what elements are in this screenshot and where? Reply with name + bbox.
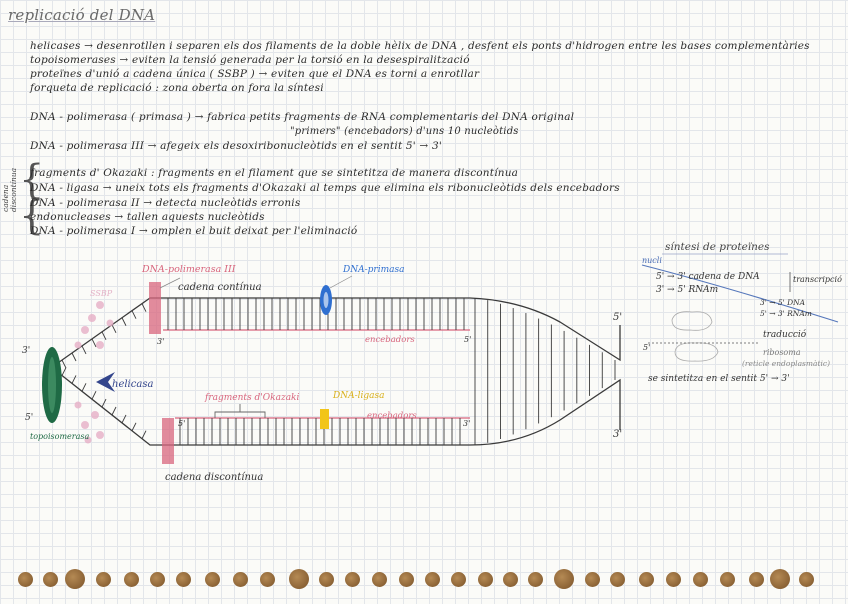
dna-rung xyxy=(62,360,66,368)
svg-text:3' → 5' RNAm: 3' → 5' RNAm xyxy=(656,285,719,295)
svg-text:nucli: nucli xyxy=(642,256,662,265)
dna-rung xyxy=(102,332,106,340)
dna-rung xyxy=(132,311,136,319)
brace-icon-2: { xyxy=(19,193,45,239)
dna-rung xyxy=(82,346,86,354)
dna-rung xyxy=(132,423,136,431)
svg-text:5': 5' xyxy=(613,312,623,323)
svg-text:3': 3' xyxy=(463,419,471,428)
binder-hole-icon xyxy=(150,572,165,587)
label-topo: topoisomerasa xyxy=(30,432,90,441)
dna-rung xyxy=(142,431,146,439)
top-rungs xyxy=(62,298,464,368)
ribosome-shape xyxy=(672,312,712,331)
binder-hole-icon xyxy=(289,569,309,589)
label-ssbp: SSBP xyxy=(90,289,113,298)
binder-hole-icon xyxy=(205,572,220,587)
svg-text:5' → 3' cadena de DNA: 5' → 3' cadena de DNA xyxy=(656,272,760,282)
svg-text:3': 3' xyxy=(613,429,623,440)
note-endonucleases: endonucleases → tallen aquests nucleòtids xyxy=(30,211,265,223)
note-topoisomerases: topoisomerases → eviten la tensió generada per la torsió en la desespiralització xyxy=(30,54,470,66)
note-ssbp: proteïnes d'unió a cadena única ( SSBP ) → eviten que el DNA es torni a enrotllar xyxy=(30,68,480,80)
binder-hole-icon xyxy=(18,572,33,587)
dna-rung xyxy=(62,368,66,376)
binder-hole-icon xyxy=(503,572,518,587)
binder-hole-icon xyxy=(399,572,414,587)
page-title: replicació del DNA xyxy=(8,6,156,24)
binder-hole-icon xyxy=(749,572,764,587)
label-pol3: DNA-polimerasa III xyxy=(142,264,236,275)
label-continua: cadena contínua xyxy=(178,282,262,293)
binder-hole-icon xyxy=(319,572,334,587)
dna-rung xyxy=(92,391,96,399)
dna-rung xyxy=(112,325,116,333)
svg-text:5': 5' xyxy=(464,335,472,344)
note-pol2: DNA - polimerasa II → detecta nucleòtids erronis xyxy=(30,197,301,209)
dna-rung xyxy=(72,353,76,361)
svg-text:5': 5' xyxy=(178,419,186,428)
primer-block-top xyxy=(149,282,161,334)
label-primasa: DNA-primasa xyxy=(343,265,405,275)
dna-rung xyxy=(122,415,126,423)
label-okazaki: fragments d'Okazaki xyxy=(205,393,300,403)
binder-hole-icon xyxy=(233,572,248,587)
binder-hole-icon xyxy=(43,572,58,587)
binder-hole-icon xyxy=(65,569,85,589)
note-forqueta: forqueta de replicació : zona oberta on fora la síntesi xyxy=(30,82,324,94)
right-helix-rungs xyxy=(475,298,615,445)
svg-text:3' → 5' DNA: 3' → 5' DNA xyxy=(760,298,806,307)
top-strand-backbone xyxy=(55,298,623,365)
dna-rung xyxy=(72,375,76,383)
note-primers: "primers" (encebadors) d'uns 10 nucleòtids xyxy=(290,126,519,137)
binder-hole-icon xyxy=(124,572,139,587)
binder-hole-icon xyxy=(425,572,440,587)
dna-rung xyxy=(102,399,106,407)
primer-block-bottom xyxy=(162,418,174,464)
binder-holes xyxy=(0,565,848,595)
binder-hole-icon xyxy=(176,572,191,587)
svg-text:3': 3' xyxy=(157,337,165,346)
binder-hole-icon xyxy=(478,572,493,587)
svg-text:se sintetitza en el sentit 5': se sintetitza en el sentit 5' → 3' xyxy=(648,374,790,384)
note-okazaki: fragments d' Okazaki : fragments en el filament que se sintetitza de manera discontínua xyxy=(30,167,519,179)
binder-hole-icon xyxy=(451,572,466,587)
ssbp-icon xyxy=(75,301,114,444)
dna-rung xyxy=(82,383,86,391)
label-encebadors-top: encebadors xyxy=(365,335,415,345)
dna-rung xyxy=(112,407,116,415)
note-primasa: DNA - polimerasa ( primasa ) → fabrica petits fragments de RNA complementaris del DNA original xyxy=(30,111,575,123)
brace-icon: { xyxy=(19,157,45,203)
binder-hole-icon xyxy=(799,572,814,587)
svg-text:(reticle endoplasmàtic): (reticle endoplasmàtic) xyxy=(742,359,831,368)
svg-text:3': 3' xyxy=(22,346,31,356)
svg-text:5': 5' xyxy=(643,343,651,352)
binder-hole-icon xyxy=(693,572,708,587)
svg-text:transcripció: transcripció xyxy=(793,275,842,284)
svg-text:5': 5' xyxy=(25,413,34,423)
dna-rung xyxy=(92,339,96,347)
binder-hole-icon xyxy=(770,569,790,589)
svg-text:traducció: traducció xyxy=(763,330,807,340)
note-pol1: DNA - polimerasa I → omplen el buit deixat per l'eliminació xyxy=(30,225,358,237)
binder-hole-icon xyxy=(720,572,735,587)
binder-hole-icon xyxy=(585,572,600,587)
binder-hole-icon xyxy=(554,569,574,589)
label-helicasa: helicasa xyxy=(112,379,154,390)
side-label-cadena-discontinua: cadena discontínua xyxy=(1,167,18,212)
svg-text:5' → 3' RNAm: 5' → 3' RNAm xyxy=(760,309,812,318)
binder-hole-icon xyxy=(610,572,625,587)
label-encebadors-bottom: encebadors xyxy=(367,411,417,421)
binder-hole-icon xyxy=(528,572,543,587)
ligasa-icon xyxy=(320,409,329,429)
label-discontinua: cadena discontínua xyxy=(165,472,264,483)
note-pol3: DNA - polimerasa III → afegeix els desoxiribonucleòtids en el sentit 5' → 3' xyxy=(30,140,442,152)
binder-hole-icon xyxy=(666,572,681,587)
binder-hole-icon xyxy=(96,572,111,587)
label-ligasa: DNA-ligasa xyxy=(333,391,385,401)
binder-hole-icon xyxy=(639,572,654,587)
note-ligasa: DNA - ligasa → uneix tots els fragments d'Okazaki al temps que elimina els ribonucleòtids dels encebadors xyxy=(30,182,620,194)
svg-text:ribosoma: ribosoma xyxy=(763,348,801,357)
sintesi-title: síntesi de proteïnes xyxy=(665,241,770,253)
dna-rung xyxy=(142,304,146,312)
dna-rung xyxy=(122,318,126,326)
binder-hole-icon xyxy=(345,572,360,587)
binder-hole-icon xyxy=(372,572,387,587)
okazaki-bracket xyxy=(215,404,265,418)
note-helicases: helicases → desenrotllen i separen els dos filaments de la doble hèlix de DNA , desfent els ponts d'hidrogen entre les bases complementàries xyxy=(30,40,810,52)
binder-hole-icon xyxy=(260,572,275,587)
